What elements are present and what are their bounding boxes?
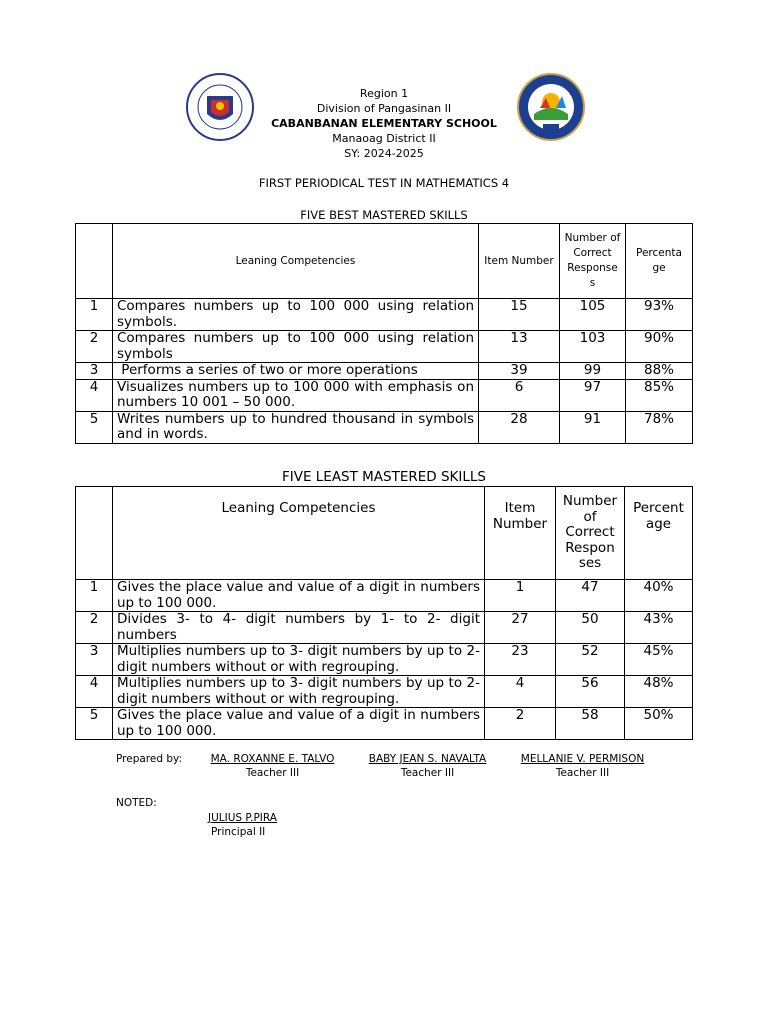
item-number: 28 [479,411,560,443]
table-header-row [76,487,693,580]
table-row [76,644,693,676]
table-row [76,708,693,740]
item-number: 15 [479,299,560,331]
row-number: 1 [76,299,113,331]
skill-text: Gives the place value and value of a digit in numbers up to 100 000. [113,708,485,740]
column-header-no [76,487,113,580]
table-header-row [76,224,693,299]
item-number: 1 [485,580,556,612]
percentage: 48% [625,676,693,708]
correct-count: 56 [556,676,625,708]
skill-text: Performs a series of two or more operations [113,363,479,380]
district-text: Manaoag District II [332,132,436,145]
column-header-correct-responses: Number of Correct Response s [560,224,626,299]
correct-count: 105 [560,299,626,331]
correct-count: 103 [560,331,626,363]
region-text: Region 1 [359,87,409,100]
table-row [76,580,693,612]
item-number: 23 [485,644,556,676]
percentage: 93% [626,299,693,331]
skill-text: Divides 3- to 4- digit numbers by 1- to 2- digit numbers [113,612,485,644]
table-row [76,299,693,331]
row-number: 5 [76,708,113,740]
skill-text: Visualizes numbers up to 100 000 with emphasis on numbers 10 001 – 50 000. [113,379,479,411]
skill-text: Compares numbers up to 100 000 using relation symbols [113,331,479,363]
teacher-signature-1 [200,752,345,780]
column-header-no [76,224,113,299]
best-mastered-table [75,223,693,444]
principal-name: JULIUS P.PIRA [208,812,277,824]
item-number: 27 [485,612,556,644]
percentage: 88% [626,363,693,380]
column-header-item-number: Item Number [479,224,560,299]
school-name: CABANBANAN ELEMENTARY SCHOOL [271,117,497,130]
teacher-title: Teacher III [400,767,455,779]
deped-seal-logo [185,72,255,142]
percentage: 85% [626,379,693,411]
prepared-by-label: Prepared by: [116,753,182,765]
correct-count: 99 [560,363,626,380]
teacher-name: MELLANIE V. PERMISON [520,753,645,765]
row-number: 1 [76,580,113,612]
item-number: 39 [479,363,560,380]
row-number: 4 [76,676,113,708]
teacher-title: Teacher III [555,767,610,779]
teacher-signature-3 [510,752,655,780]
item-number: 13 [479,331,560,363]
principal-title: Principal II [211,826,266,838]
skill-text: Writes numbers up to hundred thousand in symbols and in words. [113,411,479,443]
row-number: 2 [76,331,113,363]
principal-signature [208,811,277,839]
row-number: 4 [76,379,113,411]
percentage: 45% [625,644,693,676]
division-text: Division of Pangasinan II [316,102,452,115]
percentage: 43% [625,612,693,644]
table-row [76,612,693,644]
item-number: 4 [485,676,556,708]
row-number: 2 [76,612,113,644]
column-header-percentage: Percenta ge [626,224,693,299]
noted-label: NOTED: [116,797,157,809]
school-year: SY: 2024-2025 [344,147,424,160]
correct-count: 50 [556,612,625,644]
teacher-signature-2 [355,752,500,780]
test-title: FIRST PERIODICAL TEST IN MATHEMATICS 4 [258,176,510,190]
skill-text: Multiplies numbers up to 3- digit numbers by up to 2- digit numbers without or with regrouping. [113,676,485,708]
percentage: 40% [625,580,693,612]
correct-count: 91 [560,411,626,443]
teacher-name: MA. ROXANNE E. TALVO [210,753,335,765]
correct-count: 47 [556,580,625,612]
correct-count: 58 [556,708,625,740]
skill-text: Gives the place value and value of a digit in numbers up to 100 000. [113,580,485,612]
percentage: 90% [626,331,693,363]
correct-count: 52 [556,644,625,676]
table-row [76,331,693,363]
item-number: 6 [479,379,560,411]
table-row [76,363,693,380]
percentage: 50% [625,708,693,740]
skill-text: Multiplies numbers up to 3- digit numbers by up to 2- digit numbers without or with regrouping. [113,644,485,676]
least-mastered-table [75,486,693,740]
best-skills-title: FIVE BEST MASTERED SKILLS [300,208,468,222]
pangasinan-division-logo [516,72,586,142]
column-header-item-number: Item Number [485,487,556,580]
row-number: 3 [76,363,113,380]
table-row [76,379,693,411]
column-header-correct-responses: Number of Correct Respon ses [556,487,625,580]
skill-text: Compares numbers up to 100 000 using relation symbols. [113,299,479,331]
row-number: 3 [76,644,113,676]
percentage: 78% [626,411,693,443]
least-skills-title: FIVE LEAST MASTERED SKILLS [281,469,487,485]
table-row [76,676,693,708]
column-header-competencies: Leaning Competencies [113,224,479,299]
column-header-competencies: Leaning Competencies [113,487,485,580]
teacher-name: BABY JEAN S. NAVALTA [368,753,487,765]
column-header-percentage: Percent age [625,487,693,580]
row-number: 5 [76,411,113,443]
correct-count: 97 [560,379,626,411]
table-row [76,411,693,443]
teacher-title: Teacher III [245,767,300,779]
item-number: 2 [485,708,556,740]
